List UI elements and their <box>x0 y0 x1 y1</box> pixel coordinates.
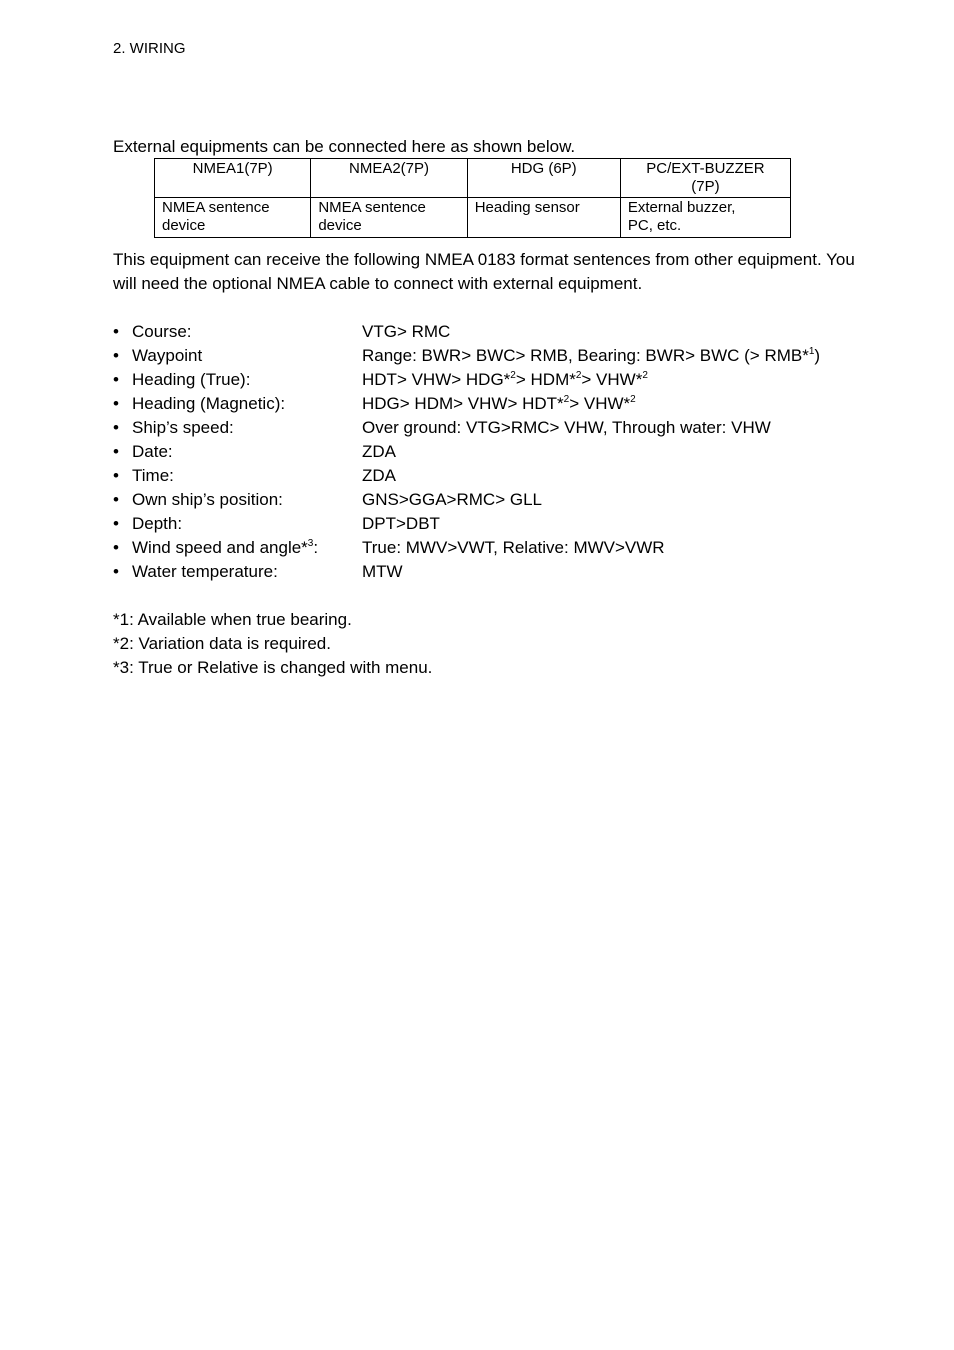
ports-header-cell <box>620 159 790 198</box>
ports-table <box>154 158 791 238</box>
sentence-value: DPT>DBT <box>362 514 440 533</box>
footnote-ref: 3 <box>307 538 314 549</box>
nmea-paragraph: This equipment can receive the following NMEA 0183 format sentences from other equipment. You will need the optional NMEA cable to connect with external equipment. <box>113 250 855 293</box>
cell-line: NMEA2(7P) <box>349 160 430 177</box>
cell-line: device <box>318 217 362 234</box>
footnote-ref: 1 <box>808 346 815 357</box>
sentence-value: ZDA <box>362 466 396 485</box>
cell-line: External buzzer, <box>627 199 736 216</box>
sentence-value: VTG> RMC <box>362 322 451 341</box>
ports-cell <box>467 198 620 238</box>
bullet-icon: • <box>113 466 119 485</box>
sentence-value: ZDA <box>362 442 396 461</box>
footnote-ref: 2 <box>630 394 636 405</box>
sentence-value: MTW <box>362 562 403 581</box>
sentence-label: Heading (Magnetic): <box>132 394 286 413</box>
cell-line: HDG (6P) <box>510 160 577 177</box>
sentence-label: Time: <box>132 466 174 485</box>
ports-cell <box>311 198 467 238</box>
bullet-icon: • <box>113 490 119 509</box>
sentence-value: GNS>GGA>RMC> GLL <box>362 490 542 509</box>
cell-line: NMEA sentence <box>162 199 270 216</box>
footnote: *2: Variation data is required. <box>113 634 331 653</box>
sentence-label: Course: <box>132 322 192 341</box>
bullet-icon: • <box>113 346 119 365</box>
cell-line: NMEA sentence <box>318 199 426 216</box>
footnote-ref: 2 <box>563 394 570 405</box>
bullet-icon: • <box>113 322 119 341</box>
footnote-ref: 2 <box>642 370 648 381</box>
ports-header-cell <box>155 159 311 198</box>
cell-line: PC/EXT-BUZZER <box>646 160 765 177</box>
footnote: *3: True or Relative is changed with menu. <box>113 658 433 677</box>
footnote-ref: 2 <box>510 370 516 381</box>
bullet-icon: • <box>113 514 119 533</box>
bullet-icon: • <box>113 562 119 581</box>
sentence-value: Over ground: VTG>RMC> VHW, Through water: VHW <box>362 418 771 437</box>
sentence-value: HDG> HDM> VHW> HDT*$^2$> VHW*$^2$ <box>362 394 636 413</box>
sentence-label: Heading (True): <box>132 370 251 389</box>
footnotes <box>113 608 432 680</box>
sentence-label: Water temperature: <box>132 562 278 581</box>
ports-table-header-row <box>155 159 791 198</box>
sentence-label: Date: <box>132 442 173 461</box>
cell-line: (7P) <box>691 178 720 195</box>
sentence-label: Depth: <box>132 514 183 533</box>
bullet-icon: • <box>113 370 119 389</box>
footnote: *1: Available when true bearing. <box>113 610 352 629</box>
sentence-value: HDT> VHW> HDG*$^2$> HDM*$^2$> VHW*$^2$ <box>362 370 648 389</box>
sentence-value: Range: BWR> BWC> RMB, Bearing: BWR> BWC (> RMB*$^1$) <box>362 346 821 365</box>
bullet-icon: • <box>113 418 119 437</box>
sentence-label: Waypoint <box>132 346 203 365</box>
cell-line: NMEA1(7P) <box>192 160 273 177</box>
bullet-icon: • <box>113 538 119 557</box>
cell-line: Heading sensor <box>474 199 580 216</box>
ports-header-cell <box>311 159 467 198</box>
ports-cell <box>155 198 311 238</box>
bullet-icon: • <box>113 394 119 413</box>
intro-text: External equipments can be connected here as shown below. <box>113 137 576 156</box>
cell-line: device <box>162 217 206 234</box>
ports-table-row <box>155 198 791 238</box>
section-header: 2. WIRING <box>113 40 186 57</box>
sentence-label: Own ship’s position: <box>132 490 283 509</box>
footnote-ref: 2 <box>575 370 582 381</box>
sentence-label: Ship’s speed: <box>132 418 234 437</box>
sentence-label: Wind speed and angle*$^3$: <box>132 538 319 557</box>
cell-line: PC, etc. <box>627 217 682 234</box>
ports-cell <box>620 198 790 238</box>
sentence-value: True: MWV>VWT, Relative: MWV>VWR <box>362 538 665 557</box>
ports-header-cell <box>467 159 620 198</box>
bullet-icon: • <box>113 442 119 461</box>
